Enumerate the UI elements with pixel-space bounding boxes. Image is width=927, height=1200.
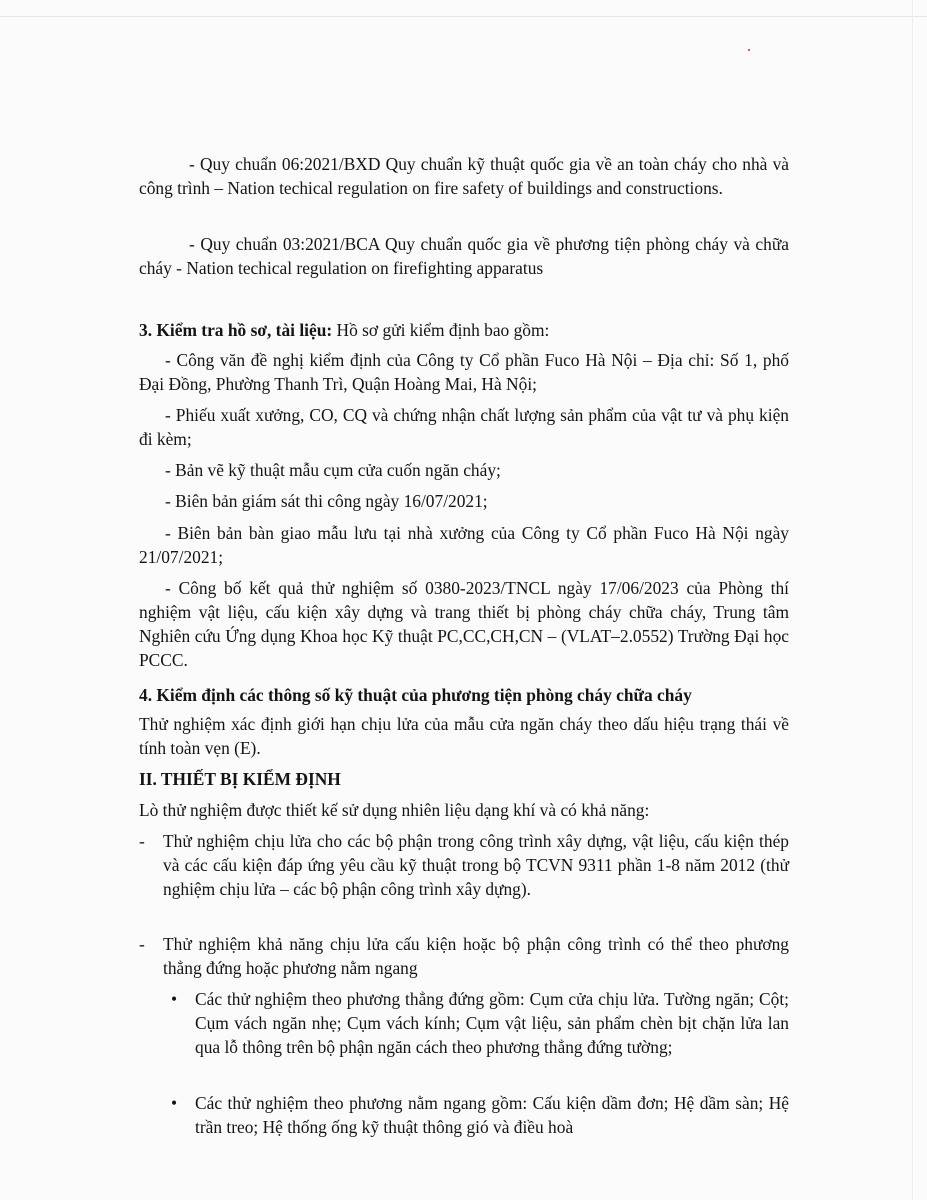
capability-fire-resistance: Thử nghiệm chịu lửa cho các bộ phận trong công trình xây dựng, vật liệu, cấu kiện thép và các cấu kiện đáp ứng yêu cầu kỹ thuật trong bộ TCVN 9311 phần 1-8 năm 2012 (thử nghiệm chịu lửa – các bộ phận công trình xây dựng). (163, 831, 789, 899)
doc-item-handover-record: - Biên bản bàn giao mẫu lưu tại nhà xưởng của Công ty Cổ phần Fuco Hà Nội ngày 21/07/2021; (139, 523, 789, 567)
section-4-body: Thử nghiệm xác định giới hạn chịu lửa của mẫu cửa ngăn cháy theo dấu hiệu trạng thái về tính toàn vẹn (E). (139, 714, 789, 758)
part-ii-heading (139, 767, 789, 791)
part-ii-heading-text: II. THIẾT BỊ KIỂM ĐỊNH (139, 769, 341, 789)
doc-item-delivery-note: - Phiếu xuất xưởng, CO, CQ và chứng nhận chất lượng sản phẩm của vật tư và phụ kiện đi kèm; (139, 405, 789, 449)
standard-qcvn-06: - Quy chuẩn 06:2021/BXD Quy chuẩn kỹ thuật quốc gia về an toàn cháy cho nhà và công trình – Nation techical regulation on fire safety of buildings and constructions. (139, 154, 789, 198)
standard-qcvn-03: - Quy chuẩn 03:2021/BCA Quy chuẩn quốc gia về phương tiện phòng cháy và chữa cháy - Nation techical regulation on firefighting apparatus (139, 234, 789, 278)
part-ii-intro: Lò thử nghiệm được thiết kế sử dụng nhiên liệu dạng khí và có khả năng: (139, 800, 650, 820)
scan-speck (748, 49, 750, 51)
bullet-icon: • (171, 1093, 178, 1113)
list-item (139, 932, 789, 980)
list-item (171, 987, 789, 1059)
bullet-icon: • (171, 989, 178, 1009)
capability-orientation: Thử nghiệm khả năng chịu lửa cấu kiện hoặc bộ phận công trình có thể theo phương thẳng đứng hoặc phương nằm ngang (163, 934, 789, 978)
section-4-heading (139, 683, 789, 707)
list-item (171, 1091, 789, 1139)
section-3-heading: 3. Kiểm tra hồ sơ, tài liệu: (139, 320, 333, 340)
section-4-heading-text: 4. Kiểm định các thông số kỹ thuật của phương tiện phòng cháy chữa cháy (139, 685, 692, 705)
horizontal-tests: Các thử nghiệm theo phương nằm ngang gồm: Cấu kiện dầm đơn; Hệ dầm sàn; Hệ trần treo; Hệ thống ống kỹ thuật thông gió và điều hoà (195, 1093, 789, 1137)
list-item (139, 829, 789, 901)
doc-item-test-result: - Công bố kết quả thử nghiệm số 0380-2023/TNCL ngày 17/06/2023 của Phòng thí nghiệm vật liệu, cấu kiện xây dựng và trang thiết bị phòng cháy chữa cháy, Trung tâm Nghiên cứu Ứng dụng Khoa học Kỹ thuật PC,CC,CH,CN – (VLAT–2.0552) Trường Đại học PCCC. (139, 578, 789, 670)
doc-item-request-letter: - Công văn đề nghị kiểm định của Công ty Cổ phần Fuco Hà Nội – Địa chỉ: Số 1, phố Đại Đồng, Phường Thanh Trì, Quận Hoàng Mai, Hà Nội; (139, 350, 789, 394)
doc-item-supervision-record: - Biên bản giám sát thi công ngày 16/07/2021; (165, 491, 488, 511)
section-3-intro: Hồ sơ gửi kiểm định bao gồm: (332, 320, 550, 340)
scan-right-edge (912, 0, 913, 1200)
section-3-title (139, 318, 789, 342)
dash-marker: - (139, 831, 145, 851)
vertical-tests: Các thử nghiệm theo phương thẳng đứng gồm: Cụm cửa chịu lửa. Tường ngăn; Cột; Cụm vách ngăn nhẹ; Cụm vách kính; Cụm vật liệu, sản phẩm chèn bịt chặn lửa lan qua lỗ thông trên bộ phận ngăn cách theo phương thẳng đứng tường; (195, 989, 789, 1057)
dash-marker: - (139, 934, 145, 954)
doc-item-drawing: - Bản vẽ kỹ thuật mẫu cụm cửa cuốn ngăn cháy; (165, 460, 501, 480)
scan-top-edge (0, 16, 927, 17)
